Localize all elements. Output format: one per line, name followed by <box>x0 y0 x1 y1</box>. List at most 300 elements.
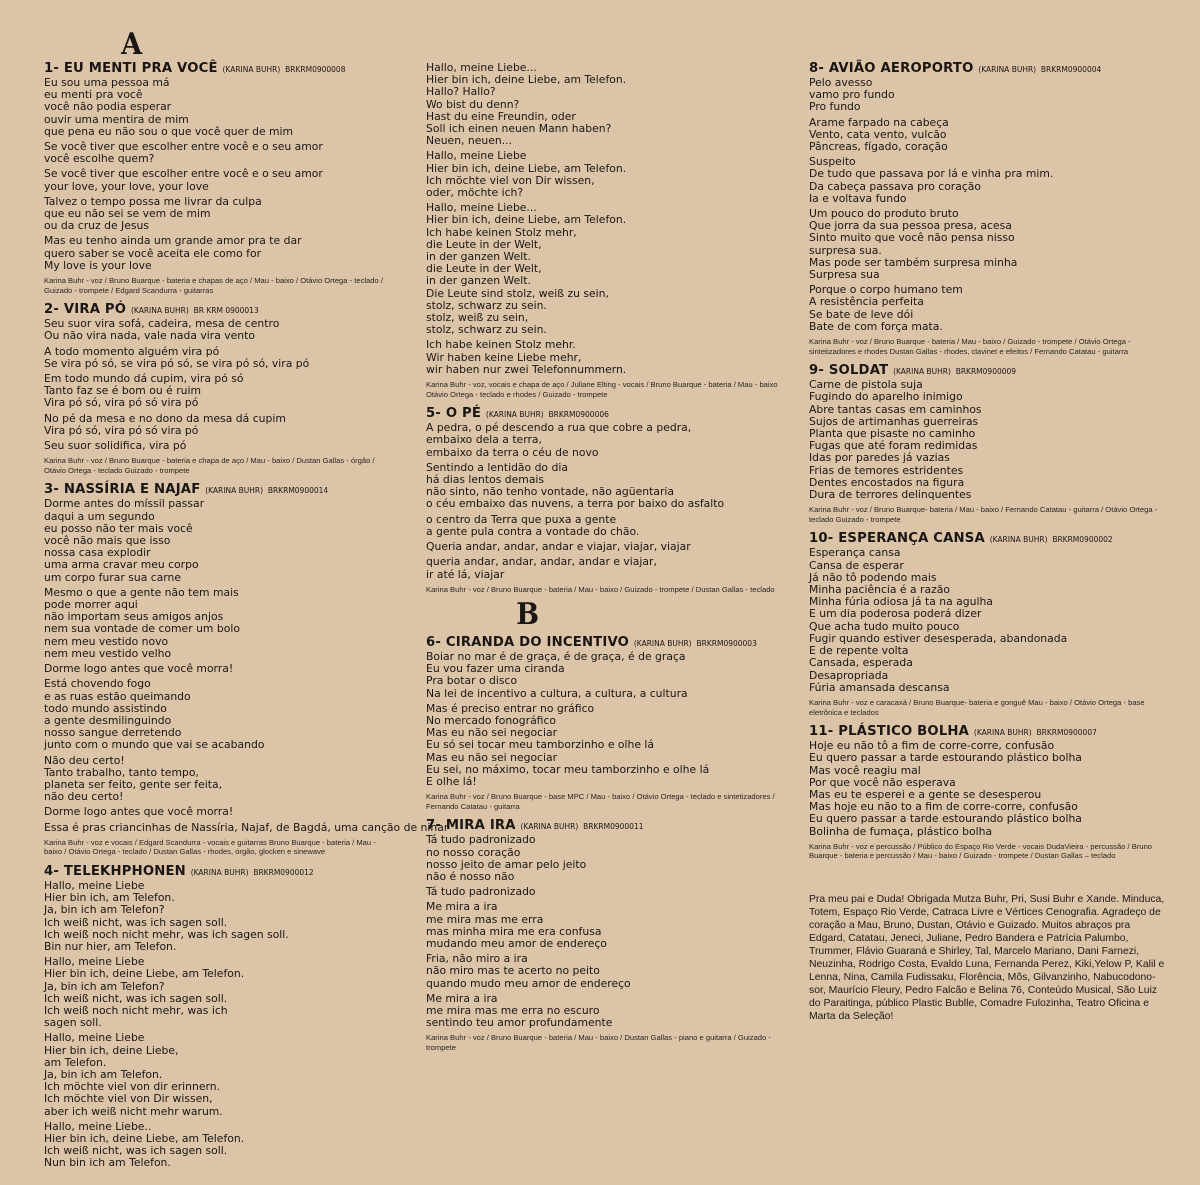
lyric-line: Está chovendo fogo <box>44 677 151 691</box>
lyric-line: Dorme antes do míssil passar <box>44 497 205 511</box>
lyric-line: Arame farpado na cabeça <box>809 115 949 129</box>
lyric-line: Vira pó só, vira pó só vira pó <box>44 423 199 437</box>
lyric-line: Hier bin ich, deine Liebe, am Telefon. <box>426 161 627 175</box>
lyric-line: Se você tiver que escolher entre você e o seu amor <box>44 140 323 154</box>
stanza <box>426 62 796 147</box>
stanza <box>426 993 796 1030</box>
side-a-marker: A <box>121 27 143 62</box>
lyric-line: Ich möchte viel von Dir wissen, <box>426 173 595 187</box>
song <box>44 62 394 295</box>
side-b-marker: B <box>516 597 540 632</box>
lyric-line: Ou não vira nada, vale nada vira vento <box>44 329 255 343</box>
lyric-line: Dentes encostados na figura <box>809 475 965 489</box>
lyric-line: o céu embaixo das nuvens, a terra por baixo do asfalto <box>426 497 725 511</box>
lyric-line: Hallo, meine Liebe... <box>426 201 537 215</box>
lyric-line: mas minha mira me era confusa <box>426 924 602 938</box>
stanza <box>426 703 796 788</box>
song-composer: (KARINA BUHR) <box>222 65 281 74</box>
song-isrc-code: BRKRM0900012 <box>253 867 314 877</box>
lyric-line: am Telefon. <box>44 1055 107 1069</box>
lyric-line: Dorme logo antes que você morra! <box>44 805 234 819</box>
lyric-line: ou da cruz de Jesus <box>44 219 149 233</box>
lyric-line: Cansada, esperada <box>809 656 913 670</box>
lyric-line: Ich möchte viel von Dir wissen, <box>44 1092 213 1106</box>
song <box>426 62 796 399</box>
lyric-line: Tá tudo padronizado <box>426 833 536 847</box>
song <box>809 364 1169 524</box>
stanza <box>426 514 796 538</box>
lyric-line: Um pouco do produto bruto <box>809 207 959 221</box>
song-title-text: 9- SOLDAT <box>809 363 889 379</box>
lyric-line: Seu suor vira sofá, cadeira, mesa de centro <box>44 317 280 331</box>
lyric-line: wir haben nur zwei Telefonnummern. <box>426 362 627 376</box>
lyric-line: E olhe lá! <box>426 775 477 789</box>
stanza <box>809 77 1169 114</box>
song-composer: (KARINA BUHR) <box>205 486 264 496</box>
song-title <box>809 532 1169 547</box>
lyric-line: ir até lá, viajar <box>426 567 505 581</box>
stanza <box>44 755 394 804</box>
stanza <box>44 440 394 452</box>
lyric-line: Ich weiß noch nicht mehr, was ich sagen soll. <box>44 927 289 941</box>
song <box>44 303 394 475</box>
song <box>44 482 449 857</box>
stanza <box>44 168 394 192</box>
lyrics-column-3 <box>809 62 1169 1023</box>
lyric-line: Que acha tudo muito pouco <box>809 619 960 633</box>
lyric-line: Pâncreas, fígado, coração <box>809 140 948 154</box>
lyric-line: A resistência perfeita <box>809 295 924 309</box>
song-title <box>44 303 394 318</box>
song-composer: (KARINA BUHR) <box>485 410 544 420</box>
lyric-line: você não podia esperar <box>44 100 172 114</box>
lyric-line: planeta ser feito, gente ser feita, <box>44 777 223 791</box>
song-credits: Karina Buhr - voz e caracaxá / Bruno Buarque- bateria e gonguê Mau - baixo / Otávio Ortega - base eletrônica e teclados <box>809 697 1145 717</box>
lyric-line: Sujos de artimanhas guerreiras <box>809 414 979 428</box>
song <box>44 865 394 1179</box>
lyric-line: Hier bin ich, am Telefon. <box>44 891 175 905</box>
lyric-line: Ja, bin ich am Telefon? <box>44 979 165 993</box>
song-title-text: 8- AVIÃO AEROPORTO <box>809 61 974 76</box>
song <box>809 62 1169 356</box>
lyric-line: Ich weiß noch nicht mehr, was ich <box>44 1003 228 1017</box>
lyric-line: Ich möchte viel von dir erinnern. <box>44 1080 220 1094</box>
song-credits: Karina Buhr - voz / Bruno Buarque - bateria e chapa de aço / Mau - baixo / Dustan Gallas - órgão / Otávio Ortega - teclado Guizado - trompete <box>44 456 375 475</box>
lyric-line: nosso jeito de amar pelo jeito <box>426 857 587 871</box>
lyric-line: Fugir quando estiver desesperada, abandonada <box>809 631 1068 645</box>
song-composer: (KARINA BUHR) <box>633 639 692 648</box>
lyric-line: Eu sei, no máximo, tocar meu tamborzinho e olhe lá <box>426 762 710 776</box>
lyric-line: stolz, schwarz zu sein. <box>426 298 547 312</box>
lyric-line: E de repente volta <box>809 644 909 658</box>
lyric-line: Queria andar, andar, andar e viajar, viajar, viajar <box>426 540 691 554</box>
acknowledgements-text: Pra meu pai e Duda! Obrigada Mutza Buhr, Pri, Susi Buhr e Xande. Minduca, Totem, Espaço Rio Verde, Catraca Livre e Vértices Cenografia. Agradeço de coração a Mau, Bruno, Dustan, Otávio e Guizado. Muitos abraços pra Edgard, Catatau, Jeneci, Juliane, Pedro Bandera e Patrícia Palumbo, Trummer, Flávio Guaraná e Shirley, Tal, Marcelo Mariano, Dani Farnezi, Neuzinha, Rodrigo Costa, Evaldo Luna, Fernanda Perez, Kiki,Yelow P, Kalil e Lenna, Nina, Camila Fudissaku, Florência, Mõs, Gilvanzinho, Nabucodono-sor, Maurício Fleury, Pedro Falcão e Belina 76, Conteúdo Musical, São Luiz do Paraitinga, público Plastic Bublle, Comadre Fulozinha, Teatro Oficina e Marta da Seleção! <box>809 893 1165 1022</box>
lyric-line: A todo momento alguém vira pó <box>44 344 220 358</box>
lyric-line: você não mais que isso <box>44 534 171 548</box>
lyric-line: Mesmo o que a gente não tem mais <box>44 585 239 599</box>
song-title-text: 6- CIRANDA DO INCENTIVO <box>426 635 630 650</box>
lyric-line: in der ganzen Welt. <box>426 274 531 288</box>
stanza <box>426 834 796 883</box>
lyric-line: Fria, não miro a ira <box>426 952 528 966</box>
lyric-line: Mas eu te esperei e a gente se desesperou <box>809 787 1042 801</box>
lyric-line: Ich weiß nicht, was ich sagen soll. <box>44 991 228 1005</box>
lyric-line: surpresa sua. <box>809 243 882 257</box>
lyric-line: Surpresa sua <box>809 268 880 282</box>
lyric-line: quando mudo meu amor de endereço <box>426 976 631 990</box>
lyric-line: Hallo, meine Liebe <box>44 955 145 969</box>
lyric-line: Desapropriada <box>809 668 889 682</box>
lyric-line: Sentindo a lentidão do dia <box>426 460 568 474</box>
lyric-line: Em todo mundo dá cupim, vira pó só <box>44 372 244 386</box>
stanza <box>809 740 1169 838</box>
lyric-line: Mas eu não sei negociar <box>426 750 558 764</box>
song-title <box>44 865 394 880</box>
stanza <box>44 235 394 272</box>
lyric-line: Mas você reagiu mal <box>809 763 921 777</box>
song-isrc-code: BRKRM0900008 <box>285 65 346 74</box>
stanza <box>426 462 796 511</box>
lyric-line: nem sua vontade de comer um bolo <box>44 622 240 636</box>
lyric-line: Ja, bin ich am Telefon? <box>44 903 165 917</box>
song-credits: Karina Buhr - voz e vocais / Edgard Scandurra - vocais e guitarras Bruno Buarque - bateria / Mau - baixo / Otávio Ortega - teclado / Dustan Gallas - rhodes, órgão, glocken e sinewave <box>44 837 376 857</box>
song-title-text: 7- MIRA IRA <box>426 818 516 834</box>
stanza <box>44 498 394 583</box>
lyric-line: Hier bin ich, deine Liebe, am Telefon. <box>44 1131 245 1145</box>
lyric-line: A pedra, o pé descendo a rua que cobre a pedra, <box>426 421 692 435</box>
lyric-line: eu menti pra você <box>44 88 143 102</box>
lyric-line: Neuen, neuen... <box>426 134 513 148</box>
lyric-line: your love, your love, your love <box>44 179 209 193</box>
lyric-line: Eu sou uma pessoa má <box>44 76 170 89</box>
song-title <box>809 725 1169 740</box>
lyric-line: Fugas que até foram redimidas <box>809 439 978 453</box>
lyric-line: Dura de terrores delinquentes <box>809 488 972 502</box>
lyric-line: Hier bin ich, deine Liebe, am Telefon. <box>426 73 627 87</box>
lyric-line: die Leute in der Welt, <box>426 262 542 276</box>
song-credits: Karina Buhr - voz / Bruno Buarque - bateria / Mau - baixo / Guizado - trompete / Otávio Ortega - sintetizadores e rhodes Dustan Gallas - rhodes, clavinet e efeitos / Fernando Catatau - guitarra <box>809 337 1131 356</box>
song-title-text: 1- EU MENTI PRA VOCÊ <box>44 61 218 76</box>
lyric-line: Hallo, meine Liebe.. <box>44 1119 152 1133</box>
lyric-line: My love is your love <box>44 258 152 272</box>
lyric-line: Hallo, meine Liebe <box>426 149 527 163</box>
song-composer: (KARINA BUHR) <box>190 867 249 877</box>
lyric-line: Bin nur hier, am Telefon. <box>44 939 177 953</box>
lyric-line: Eu só sei tocar meu tamborzinho e olhe lá <box>426 738 655 752</box>
lyric-line: Hallo, meine Liebe... <box>426 61 537 74</box>
lyric-line: Pro fundo <box>809 100 861 114</box>
stanza <box>44 820 449 834</box>
lyric-line: Tá tudo padronizado <box>426 885 536 899</box>
lyric-line: sentindo teu amor profundamente <box>426 1016 613 1030</box>
lyric-line: Ja, bin ich am Telefon. <box>44 1067 163 1081</box>
lyric-line: Essa é pras criancinhas de Nassíria, Najaf, de Bagdá, uma canção de ninar <box>44 820 449 834</box>
lyric-line: nem meu vestido velho <box>44 646 172 660</box>
lyric-line: Se bate de leve dói <box>809 307 914 321</box>
stanza <box>426 339 796 376</box>
lyric-line: nossa casa explodir <box>44 546 151 560</box>
lyrics-column-2-side-a <box>426 62 796 602</box>
stanza <box>44 1121 394 1170</box>
stanza <box>44 1032 394 1117</box>
stanza <box>44 806 394 818</box>
song-title-text: 2- VIRA PÓ <box>44 302 127 318</box>
lyric-line: Vento, cata vento, vulcão <box>809 127 947 141</box>
stanza <box>426 953 796 990</box>
song-title-text: 3- NASSÍRIA E NAJAF <box>44 482 201 498</box>
lyric-line: Hier bin ich, deine Liebe, am Telefon. <box>44 967 245 981</box>
lyric-line: stolz, weiß zu sein, <box>426 311 529 325</box>
stanza <box>44 373 394 410</box>
lyric-line: sagen soll. <box>44 1016 102 1030</box>
stanza <box>426 651 796 700</box>
song-title <box>44 483 394 498</box>
lyric-line: Bate de com força mata. <box>809 319 943 333</box>
lyric-line: Por que você não esperava <box>809 775 956 789</box>
stanza <box>44 663 394 675</box>
song-title-text: 4- TELEKHPHONEN <box>44 863 186 879</box>
song-composer: (KARINA BUHR) <box>893 367 951 377</box>
song <box>809 725 1169 861</box>
lyric-line: Hallo, meine Liebe <box>44 878 145 892</box>
lyric-line: Nun bin ich am Telefon. <box>44 1156 171 1170</box>
song-composer: (KARINA BUHR) <box>978 65 1037 74</box>
song-title <box>426 819 796 834</box>
lyric-line: Da cabeça passava pro coração <box>809 179 982 193</box>
stanza <box>809 379 1169 501</box>
stanza <box>426 886 796 898</box>
lyric-line: Dorme logo antes que você morra! <box>44 662 234 676</box>
lyric-line: Die Leute sind stolz, weiß zu sein, <box>426 286 609 300</box>
lyric-line: pode morrer aqui <box>44 598 138 612</box>
lyric-line: e as ruas estão queimando <box>44 689 191 703</box>
lyric-line: Vira pó só, vira pó só vira pó <box>44 396 199 410</box>
song-composer: (KARINA BUHR) <box>973 728 1032 738</box>
lyric-line: Fúria amansada descansa <box>809 680 950 694</box>
song-title-text: 11- PLÁSTICO BOLHA <box>809 724 970 740</box>
song-isrc-code: BRKRM0900006 <box>548 410 609 420</box>
song-credits: Karina Buhr - voz, vocais e chapa de aço / Juliane Elting - vocais / Bruno Buarque - bateria / Mau - baixo Otávio Ortega - teclado e rhodes / Guizado - trompete <box>426 380 778 399</box>
lyric-line: me mira mas me erra <box>426 912 544 926</box>
stanza <box>809 284 1169 333</box>
song-credits: Karina Buhr - voz / Bruno Buarque - bateria / Mau - baixo / Dustan Gallas - piano e guitarra / Guizado - trompete <box>426 1033 771 1053</box>
song-isrc-code: BRKRM0900002 <box>1052 535 1113 545</box>
lyric-line: Soll ich einen neuen Mann haben? <box>426 122 612 136</box>
stanza <box>426 202 796 336</box>
lyric-line: mudando meu amor de endereço <box>426 937 607 951</box>
lyric-line: não deu certo! <box>44 790 124 804</box>
lyric-line: um corpo furar sua carne <box>44 570 182 584</box>
song-credits: Karina Buhr - voz / Bruno Buarque- bateria / Mau - baixo / Fernando Catatau - guitarra / Otávio Ortega - teclado Guizado - trompete <box>809 505 1158 524</box>
lyric-line: Talvez o tempo possa me livrar da culpa <box>44 194 262 208</box>
song-title <box>809 364 1169 379</box>
stanza <box>809 117 1169 154</box>
lyric-line: não importam seus amigos anjos <box>44 610 224 624</box>
stanza <box>44 587 394 660</box>
lyric-line: queria andar, andar, andar, andar e viajar, <box>426 555 657 569</box>
song-title-text: 10- ESPERANÇA CANSA <box>809 531 985 547</box>
lyric-line: Não deu certo! <box>44 753 125 767</box>
lyric-line: Planta que pisaste no caminho <box>809 427 976 441</box>
lyric-line: Que jorra da sua pessoa presa, acesa <box>809 219 1012 233</box>
lyric-line: junto com o mundo que vai se acabando <box>44 738 265 752</box>
stanza <box>809 547 1169 693</box>
stanza <box>44 141 394 165</box>
lyric-line: uma arma cravar meu corpo <box>44 558 199 572</box>
lyric-line: E um dia poderosa poderá dizer <box>809 607 982 621</box>
stanza <box>426 556 796 580</box>
stanza <box>809 156 1169 205</box>
lyric-line: Pelo avesso <box>809 76 873 89</box>
song-isrc-code: BRKRM0900007 <box>1036 728 1097 738</box>
lyric-line: que pena eu não sou o que você quer de mim <box>44 124 294 138</box>
lyric-line: Carne de pistola suja <box>809 378 923 392</box>
lyric-line: Mas eu tenho ainda um grande amor pra te dar <box>44 234 302 248</box>
song-composer: (KARINA BUHR) <box>130 306 189 316</box>
lyric-line: Ia e voltava fundo <box>809 191 907 205</box>
lyric-line: Tanto trabalho, tanto tempo, <box>44 765 199 779</box>
lyric-line: Wir haben keine Liebe mehr, <box>426 350 582 364</box>
lyric-line: embaixo dela a terra, <box>426 433 542 447</box>
lyric-line: nosso sangue derretendo <box>44 726 182 740</box>
lyric-line: Ich weiß nicht, was ich sagen soll. <box>44 1144 228 1158</box>
song-title <box>426 636 796 651</box>
lyric-line: Ich weiß nicht, was ich sagen soll. <box>44 915 228 929</box>
stanza <box>426 541 796 553</box>
lyric-line: Me mira a ira <box>426 900 498 914</box>
lyric-line: quero saber se você aceita ele como for <box>44 246 262 260</box>
lyric-line: Já não tô podendo mais <box>809 570 937 584</box>
stanza <box>44 880 394 953</box>
song <box>809 532 1169 717</box>
lyric-line: a gente desmilinguindo <box>44 713 172 727</box>
song-credits: Karina Buhr - voz / Bruno Buarque - bateria / Mau - baixo / Guizado - trompete / Dustan Gallas - teclado <box>426 584 775 594</box>
song-title <box>44 62 394 77</box>
song-isrc-code: BRKRM0900009 <box>955 367 1017 377</box>
lyric-line: Eu quero passar a tarde estourando plástico bolha <box>809 751 1082 765</box>
lyric-line: Ich habe keinen Stolz mehr. <box>426 338 576 352</box>
lyric-line: Seu suor solidifica, vira pó <box>44 439 187 453</box>
lyric-line: embaixo da terra o céu de novo <box>426 445 599 459</box>
lyric-line: Ich habe keinen Stolz mehr, <box>426 225 577 239</box>
lyric-line: in der ganzen Welt. <box>426 250 531 264</box>
stanza <box>44 956 394 1029</box>
lyric-line: Hier bin ich, deine Liebe, <box>44 1043 179 1057</box>
lyric-line: a gente pula contra a vontade do chão. <box>426 524 640 538</box>
lyric-line: Eu vou fazer uma ciranda <box>426 662 565 676</box>
song-title <box>426 407 796 422</box>
stanza <box>809 208 1169 281</box>
lyric-line: No pé da mesa e no dono da mesa dá cupim <box>44 411 286 425</box>
lyric-line: Cansa de esperar <box>809 558 904 572</box>
lyric-line: vamo pro fundo <box>809 88 895 102</box>
lyric-line: há dias lentos demais <box>426 473 545 487</box>
lyric-line: Fugindo do aparelho inimigo <box>809 390 963 404</box>
lyric-line: ouvir uma mentira de mim <box>44 112 189 126</box>
lyric-line: não miro mas te acerto no peito <box>426 964 600 978</box>
stanza <box>44 678 394 751</box>
lyric-line: Na lei de incentivo a cultura, a cultura, a cultura <box>426 686 688 700</box>
lyric-line: Porque o corpo humano tem <box>809 283 963 297</box>
lyric-line: Suspeito <box>809 155 856 169</box>
lyric-line: Se você tiver que escolher entre você e o seu amor <box>44 167 323 181</box>
song-credits: Karina Buhr - voz / Bruno Buarque - base MPC / Mau - baixo / Otávio Ortega - teclado e sintetizadores / Fernando Catatau - guitarra <box>426 792 775 811</box>
lyric-line: Eu quero passar a tarde estourando plástico bolha <box>809 812 1082 826</box>
lyric-line: não sinto, não tenho vontade, não agüentaria <box>426 485 675 499</box>
lyric-line: daqui a um segundo <box>44 509 155 523</box>
lyric-line: que eu não sei se vem de mim <box>44 207 211 221</box>
stanza <box>44 346 394 370</box>
song-composer: (KARINA BUHR) <box>520 822 579 832</box>
song-isrc-code: BRKRM0900003 <box>696 639 757 648</box>
lyric-line: Tanto faz se é bom ou é ruim <box>44 384 201 398</box>
stanza <box>44 318 394 342</box>
lyric-line: Wo bist du denn? <box>426 97 520 111</box>
lyric-line: você escolhe quem? <box>44 152 155 166</box>
lyric-line: aber ich weiß nicht mehr warum. <box>44 1104 223 1118</box>
stanza <box>426 901 796 950</box>
song <box>426 636 796 811</box>
song <box>426 819 796 1052</box>
lyric-line: Bolinha de fumaça, plástico bolha <box>809 824 993 838</box>
song-credits: Karina Buhr - voz / Bruno Buarque - bateria e chapas de aço / Mau - baixo / Otávio Ortega - teclado / Guizado - trompete / Edgard Scandurra - guitarras <box>44 276 383 295</box>
lyric-line: nem meu vestido novo <box>44 634 169 648</box>
lyric-line: Pra botar o disco <box>426 674 518 688</box>
lyric-line: De tudo que passava por lá e vinha pra mim. <box>809 167 1054 181</box>
lyric-line: Minha fúria odiosa já ta na agulha <box>809 595 993 609</box>
lyric-line: oder, möchte ich? <box>426 186 524 200</box>
lyric-line: Hallo, meine Liebe <box>44 1031 145 1045</box>
lyric-line: Hier bin ich, deine Liebe, am Telefon. <box>426 213 627 227</box>
song-isrc-code: BRKRM0900011 <box>583 822 644 832</box>
song <box>426 407 796 594</box>
stanza <box>44 196 394 233</box>
lyric-line: o centro da Terra que puxa a gente <box>426 512 617 526</box>
lyric-line: Hast du eine Freundin, oder <box>426 109 576 123</box>
stanza <box>426 150 796 199</box>
lyrics-column-2-side-b <box>426 636 796 1061</box>
lyric-line: Me mira a ira <box>426 991 498 1005</box>
lyric-line: Abre tantas casas em caminhos <box>809 402 982 416</box>
lyrics-column-1 <box>44 61 449 1179</box>
song-isrc-code: BRKRM0900014 <box>267 486 329 496</box>
lyric-line: Mas eu não sei negociar <box>426 726 558 740</box>
lyric-line: Hoje eu não tô a fim de corre-corre, confusão <box>809 739 1055 753</box>
song-composer: (KARINA BUHR) <box>989 535 1048 545</box>
lyric-line: Mas hoje eu não to a fim de corre-corre, confusão <box>809 800 1078 814</box>
lyric-line: Frias de temores estridentes <box>809 463 964 477</box>
lyric-line: stolz, schwarz zu sein. <box>426 323 547 337</box>
lyric-line: Esperança cansa <box>809 546 901 560</box>
song-isrc-code: BR KRM 0900013 <box>193 306 259 316</box>
lyric-line: não é nosso não <box>426 870 515 884</box>
song-title-text: 5- O PÉ <box>426 406 482 422</box>
stanza <box>426 422 796 459</box>
lyric-line: Mas pode ser também surpresa minha <box>809 255 1018 269</box>
lyric-line: Mas é preciso entrar no gráfico <box>426 701 595 715</box>
lyric-line: Hallo? Hallo? <box>426 85 496 99</box>
lyric-line: Sinto muito que você não pensa nisso <box>809 231 1015 245</box>
stanza <box>44 413 394 437</box>
lyric-line: todo mundo assistindo <box>44 701 167 715</box>
song-credits: Karina Buhr - voz e percussão / Público do Espaço Rio Verde - vocais DudaVieira - percussão / Bruno Buarque - bateria e percussão / Mau - baixo / Guizado - trompete / Dustan Gallas – teclado <box>809 841 1153 861</box>
lyric-line: Idas por paredes já vazias <box>809 451 950 465</box>
lyric-line: eu posso não ter mais você <box>44 521 193 535</box>
lyric-line: no nosso coração <box>426 845 521 859</box>
song-isrc-code: BRKRM0900004 <box>1040 65 1102 74</box>
lyric-line: Minha paciência é a razão <box>809 583 950 597</box>
lyric-line: Boiar no mar é de graça, é de graça, é de graça <box>426 650 686 663</box>
